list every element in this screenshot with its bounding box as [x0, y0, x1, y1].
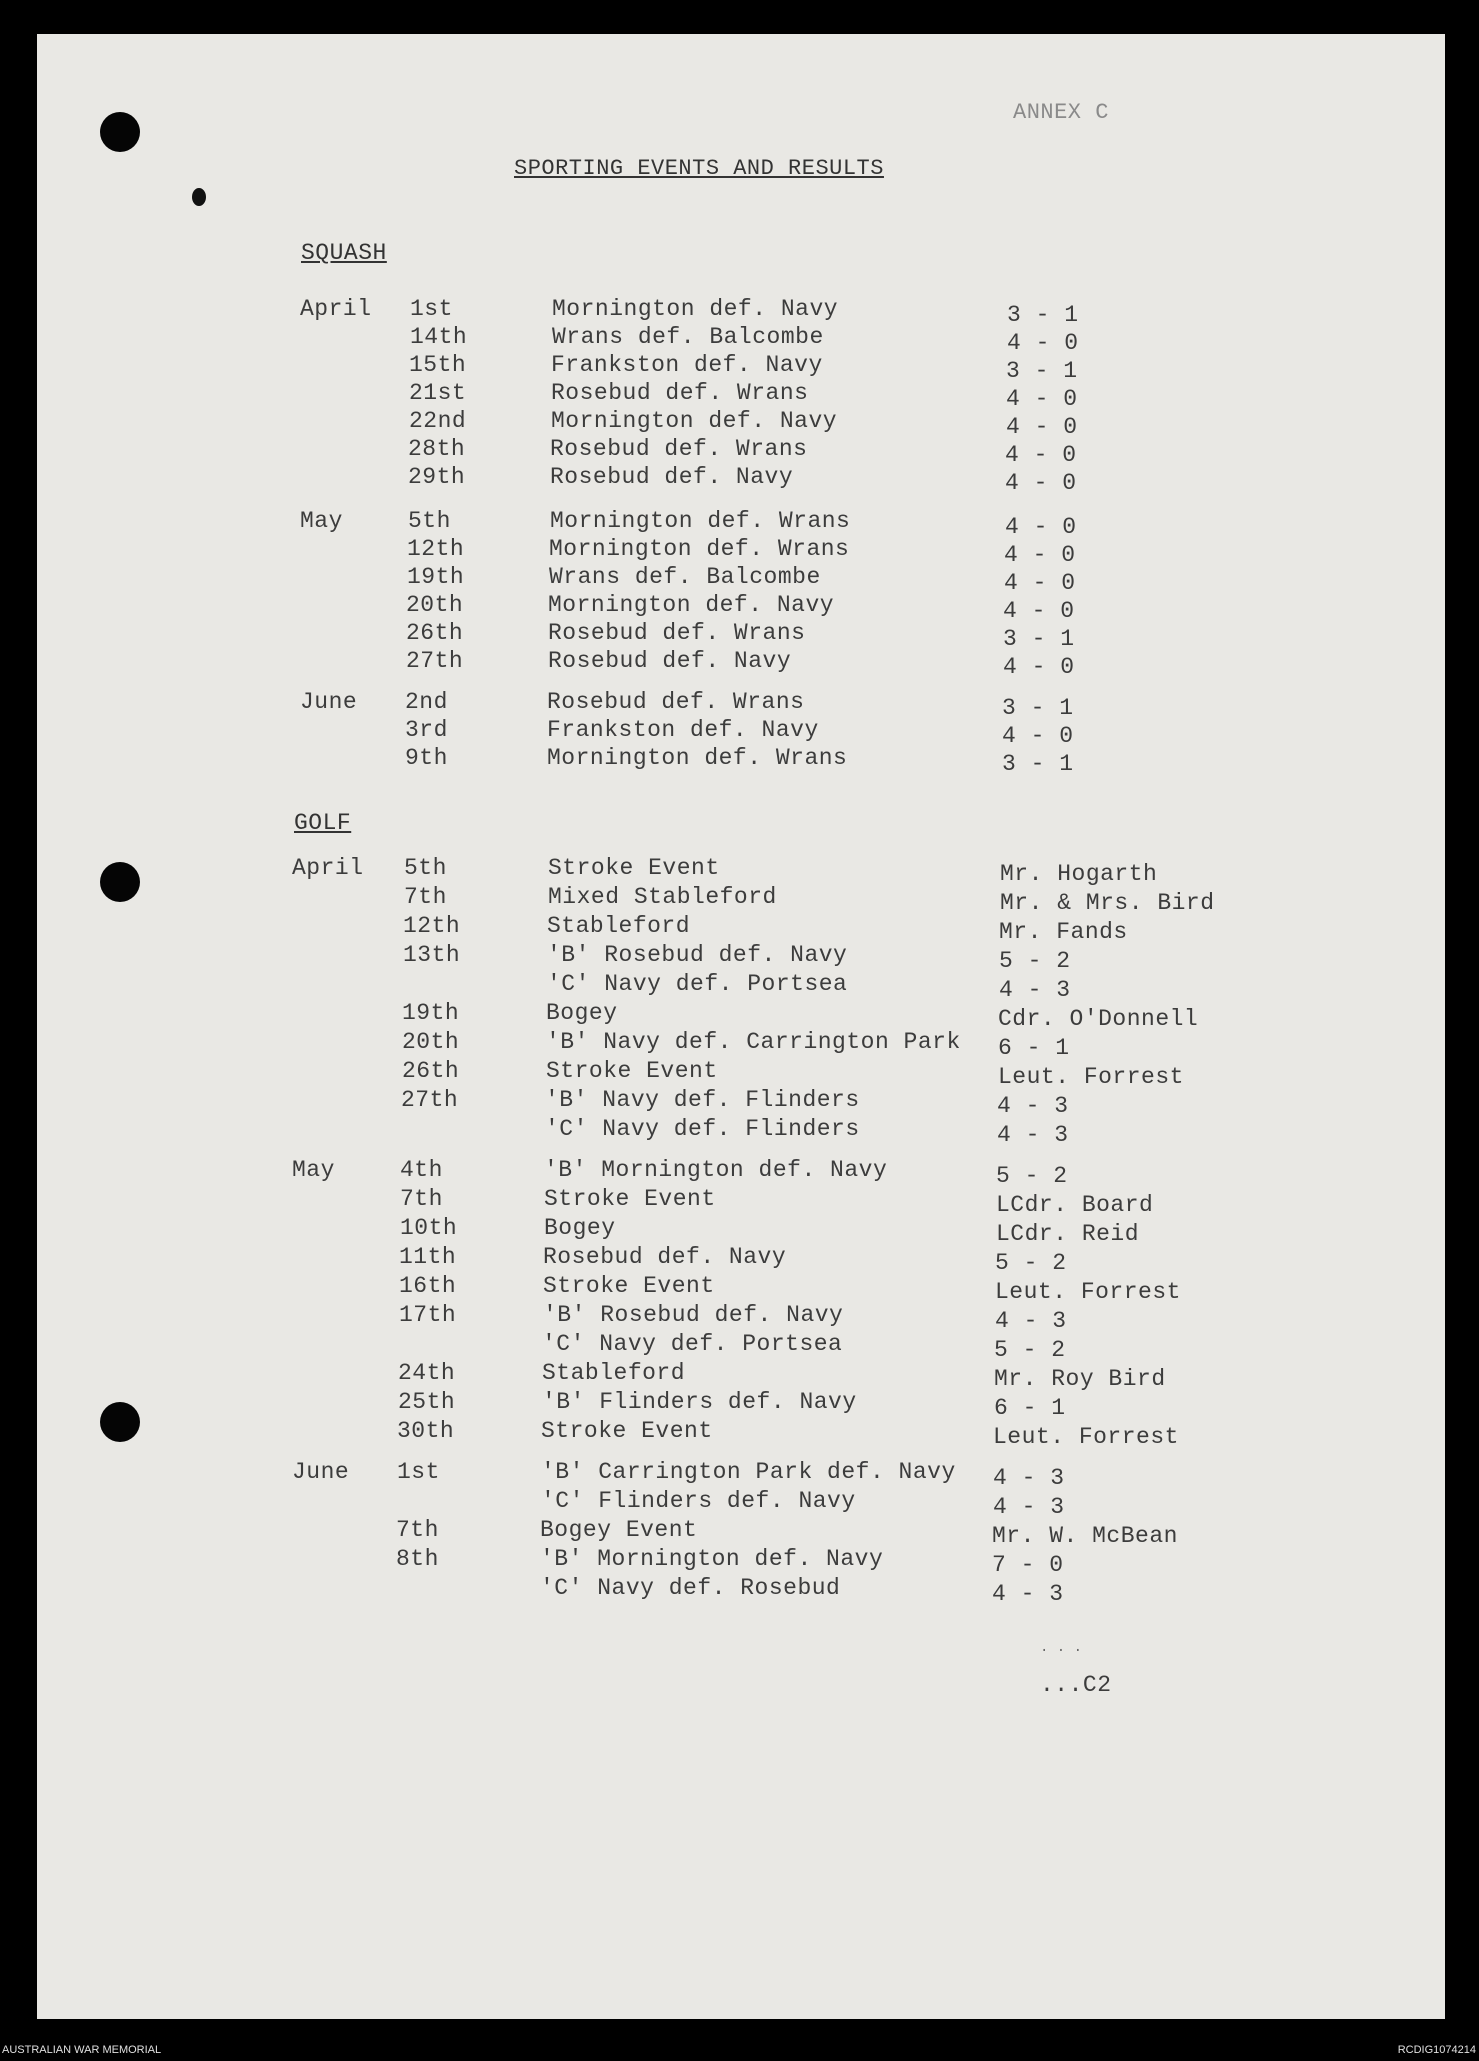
- golf-row-event: 'C' Flinders def. Navy: [541, 1488, 856, 1514]
- squash-row-event: Wrans def. Balcombe: [549, 564, 821, 590]
- golf-row-event: Stroke Event: [548, 855, 720, 881]
- golf-row-event: 'B' Navy def. Flinders: [545, 1087, 860, 1113]
- golf-row-date: 12th: [403, 913, 461, 939]
- golf-row-date: 8th: [396, 1546, 439, 1572]
- golf-row-date: 1st: [397, 1459, 440, 1485]
- golf-row-result: Leut. Forrest: [995, 1279, 1181, 1305]
- golf-row-result: 6 - 1: [998, 1035, 1070, 1061]
- squash-row-result: 4 - 0: [1004, 570, 1076, 596]
- golf-row-result: Mr. W. McBean: [992, 1523, 1178, 1549]
- squash-row-date: 19th: [407, 564, 465, 590]
- golf-row-date: 19th: [402, 1000, 460, 1026]
- golf-row-event: Stroke Event: [541, 1418, 713, 1444]
- squash-row-event: Rosebud def. Navy: [548, 648, 792, 674]
- squash-row-date: 12th: [407, 536, 465, 562]
- footer-left: AUSTRALIAN WAR MEMORIAL: [2, 2044, 162, 2056]
- golf-row-date: 11th: [399, 1244, 457, 1270]
- squash-row-result: 4 - 0: [1005, 470, 1077, 496]
- golf-row-result: 4 - 3: [995, 1308, 1067, 1334]
- golf-row-event: 'B' Mornington def. Navy: [544, 1157, 888, 1183]
- golf-row-date: 10th: [400, 1215, 458, 1241]
- golf-row-date: 4th: [400, 1157, 443, 1183]
- squash-row-date: 14th: [410, 324, 468, 350]
- squash-row-event: Mornington def. Navy: [548, 592, 835, 618]
- golf-row-event: 'B' Rosebud def. Navy: [543, 1302, 844, 1328]
- squash-row-event: Mornington def. Wrans: [550, 508, 851, 534]
- golf-row-date: 24th: [398, 1360, 456, 1386]
- golf-row-event: 'C' Navy def. Rosebud: [540, 1575, 841, 1601]
- golf-row-event: 'B' Carrington Park def. Navy: [541, 1459, 956, 1485]
- page-title: SPORTING EVENTS AND RESULTS: [514, 156, 884, 181]
- golf-row-result: 5 - 2: [994, 1337, 1066, 1363]
- squash-row-result: 3 - 1: [1003, 626, 1075, 652]
- squash-row-event: Rosebud def. Wrans: [550, 436, 808, 462]
- squash-row-date: 9th: [405, 745, 448, 771]
- golf-row-date: 26th: [402, 1058, 460, 1084]
- squash-row-result: 3 - 1: [1006, 358, 1078, 384]
- golf-row-event: Mixed Stableford: [548, 884, 777, 910]
- squash-row-event: Frankston def. Navy: [551, 352, 823, 378]
- golf-row-date: 17th: [399, 1302, 457, 1328]
- punch-hole: [100, 112, 140, 152]
- golf-row-event: Stroke Event: [546, 1058, 718, 1084]
- golf-row-event: Bogey Event: [540, 1517, 698, 1543]
- squash-row-date: 28th: [408, 436, 466, 462]
- golf-row-event: 'C' Navy def. Flinders: [545, 1116, 860, 1142]
- golf-row-date: 7th: [396, 1517, 439, 1543]
- squash-row-date: 21st: [409, 380, 467, 406]
- squash-row-result: 4 - 0: [1005, 442, 1077, 468]
- golf-row-result: 4 - 3: [993, 1494, 1065, 1520]
- squash-row-date: 5th: [408, 508, 451, 534]
- squash-row-event: Rosebud def. Wrans: [547, 689, 805, 715]
- golf-row-event: Bogey: [544, 1215, 616, 1241]
- golf-row-result: 4 - 3: [993, 1465, 1065, 1491]
- squash-row-event: Rosebud def. Wrans: [551, 380, 809, 406]
- golf-row-result: Leut. Forrest: [998, 1064, 1184, 1090]
- golf-row-date: 13th: [403, 942, 461, 968]
- squash-row-event: Frankston def. Navy: [547, 717, 819, 743]
- annex-label: ANNEX C: [1013, 100, 1109, 125]
- golf-row-date: 27th: [401, 1087, 459, 1113]
- squash-row-month: May: [300, 508, 343, 534]
- golf-row-event: Stableford: [547, 913, 691, 939]
- golf-row-result: 5 - 2: [999, 948, 1071, 974]
- squash-row-date: 1st: [410, 296, 453, 322]
- squash-heading: SQUASH: [301, 240, 387, 266]
- squash-row-date: 3rd: [405, 717, 448, 743]
- squash-row-date: 22nd: [409, 408, 467, 434]
- golf-row-result: Mr. & Mrs. Bird: [1000, 890, 1215, 916]
- squash-row-event: Mornington def. Navy: [552, 296, 839, 322]
- golf-row-date: 30th: [397, 1418, 455, 1444]
- golf-heading: GOLF: [294, 810, 352, 836]
- golf-row-event: 'B' Flinders def. Navy: [542, 1389, 857, 1415]
- squash-row-result: 4 - 0: [1002, 723, 1074, 749]
- squash-row-date: 29th: [408, 464, 466, 490]
- squash-row-date: 20th: [406, 592, 464, 618]
- footer-right: RCDIG1074214: [1397, 2044, 1476, 2056]
- golf-row-result: 4 - 3: [997, 1093, 1069, 1119]
- golf-row-month: May: [292, 1157, 335, 1183]
- golf-row-result: Cdr. O'Donnell: [998, 1006, 1199, 1032]
- golf-row-result: Mr. Roy Bird: [994, 1366, 1166, 1392]
- golf-row-event: 'C' Navy def. Portsea: [542, 1331, 843, 1357]
- golf-row-date: 7th: [400, 1186, 443, 1212]
- golf-row-result: Mr. Hogarth: [1000, 861, 1158, 887]
- golf-row-date: 5th: [404, 855, 447, 881]
- punch-hole: [100, 1402, 140, 1442]
- squash-row-result: 3 - 1: [1002, 695, 1074, 721]
- squash-row-result: 4 - 0: [1006, 386, 1078, 412]
- golf-row-date: 16th: [399, 1273, 457, 1299]
- squash-row-result: 4 - 0: [1003, 598, 1075, 624]
- golf-row-event: Rosebud def. Navy: [543, 1244, 787, 1270]
- continuation-marks: . . .: [1040, 1640, 1083, 1656]
- squash-row-result: 4 - 0: [1004, 542, 1076, 568]
- squash-row-event: Wrans def. Balcombe: [552, 324, 824, 350]
- golf-row-result: 4 - 3: [999, 977, 1071, 1003]
- squash-row-event: Rosebud def. Wrans: [548, 620, 806, 646]
- squash-row-month: April: [300, 296, 372, 322]
- golf-row-month: April: [292, 855, 364, 881]
- golf-row-date: 25th: [398, 1389, 456, 1415]
- golf-row-date: 7th: [404, 884, 447, 910]
- golf-row-event: 'B' Mornington def. Navy: [540, 1546, 884, 1572]
- golf-row-result: 4 - 3: [992, 1581, 1064, 1607]
- golf-row-result: LCdr. Reid: [996, 1221, 1140, 1247]
- squash-row-result: 3 - 1: [1007, 302, 1079, 328]
- continuation-label: ...C2: [1040, 1672, 1112, 1698]
- golf-row-date: 20th: [402, 1029, 460, 1055]
- squash-row-date: 2nd: [405, 689, 448, 715]
- squash-row-result: 3 - 1: [1002, 751, 1074, 777]
- tear-mark: [192, 188, 206, 206]
- punch-hole: [100, 862, 140, 902]
- squash-row-date: 26th: [406, 620, 464, 646]
- golf-row-event: 'B' Rosebud def. Navy: [547, 942, 848, 968]
- golf-row-result: 5 - 2: [995, 1250, 1067, 1276]
- squash-row-event: Mornington def. Wrans: [549, 536, 850, 562]
- golf-row-result: 5 - 2: [996, 1163, 1068, 1189]
- golf-row-result: 6 - 1: [994, 1395, 1066, 1421]
- squash-row-date: 15th: [409, 352, 467, 378]
- squash-row-result: 4 - 0: [1006, 414, 1078, 440]
- golf-row-event: 'B' Navy def. Carrington Park: [546, 1029, 961, 1055]
- golf-row-result: Mr. Fands: [999, 919, 1128, 945]
- golf-row-result: 7 - 0: [992, 1552, 1064, 1578]
- squash-row-event: Rosebud def. Navy: [550, 464, 794, 490]
- squash-row-event: Mornington def. Wrans: [547, 745, 848, 771]
- squash-row-result: 4 - 0: [1007, 330, 1079, 356]
- golf-row-event: Bogey: [546, 1000, 618, 1026]
- squash-row-result: 4 - 0: [1005, 514, 1077, 540]
- squash-row-month: June: [300, 689, 358, 715]
- golf-row-event: 'C' Navy def. Portsea: [547, 971, 848, 997]
- squash-row-event: Mornington def. Navy: [551, 408, 838, 434]
- golf-row-event: Stroke Event: [544, 1186, 716, 1212]
- golf-row-event: Stableford: [542, 1360, 686, 1386]
- squash-row-result: 4 - 0: [1003, 654, 1075, 680]
- squash-row-date: 27th: [406, 648, 464, 674]
- golf-row-result: LCdr. Board: [996, 1192, 1154, 1218]
- golf-row-result: Leut. Forrest: [993, 1424, 1179, 1450]
- golf-row-result: 4 - 3: [997, 1122, 1069, 1148]
- golf-row-event: Stroke Event: [543, 1273, 715, 1299]
- golf-row-month: June: [292, 1459, 350, 1485]
